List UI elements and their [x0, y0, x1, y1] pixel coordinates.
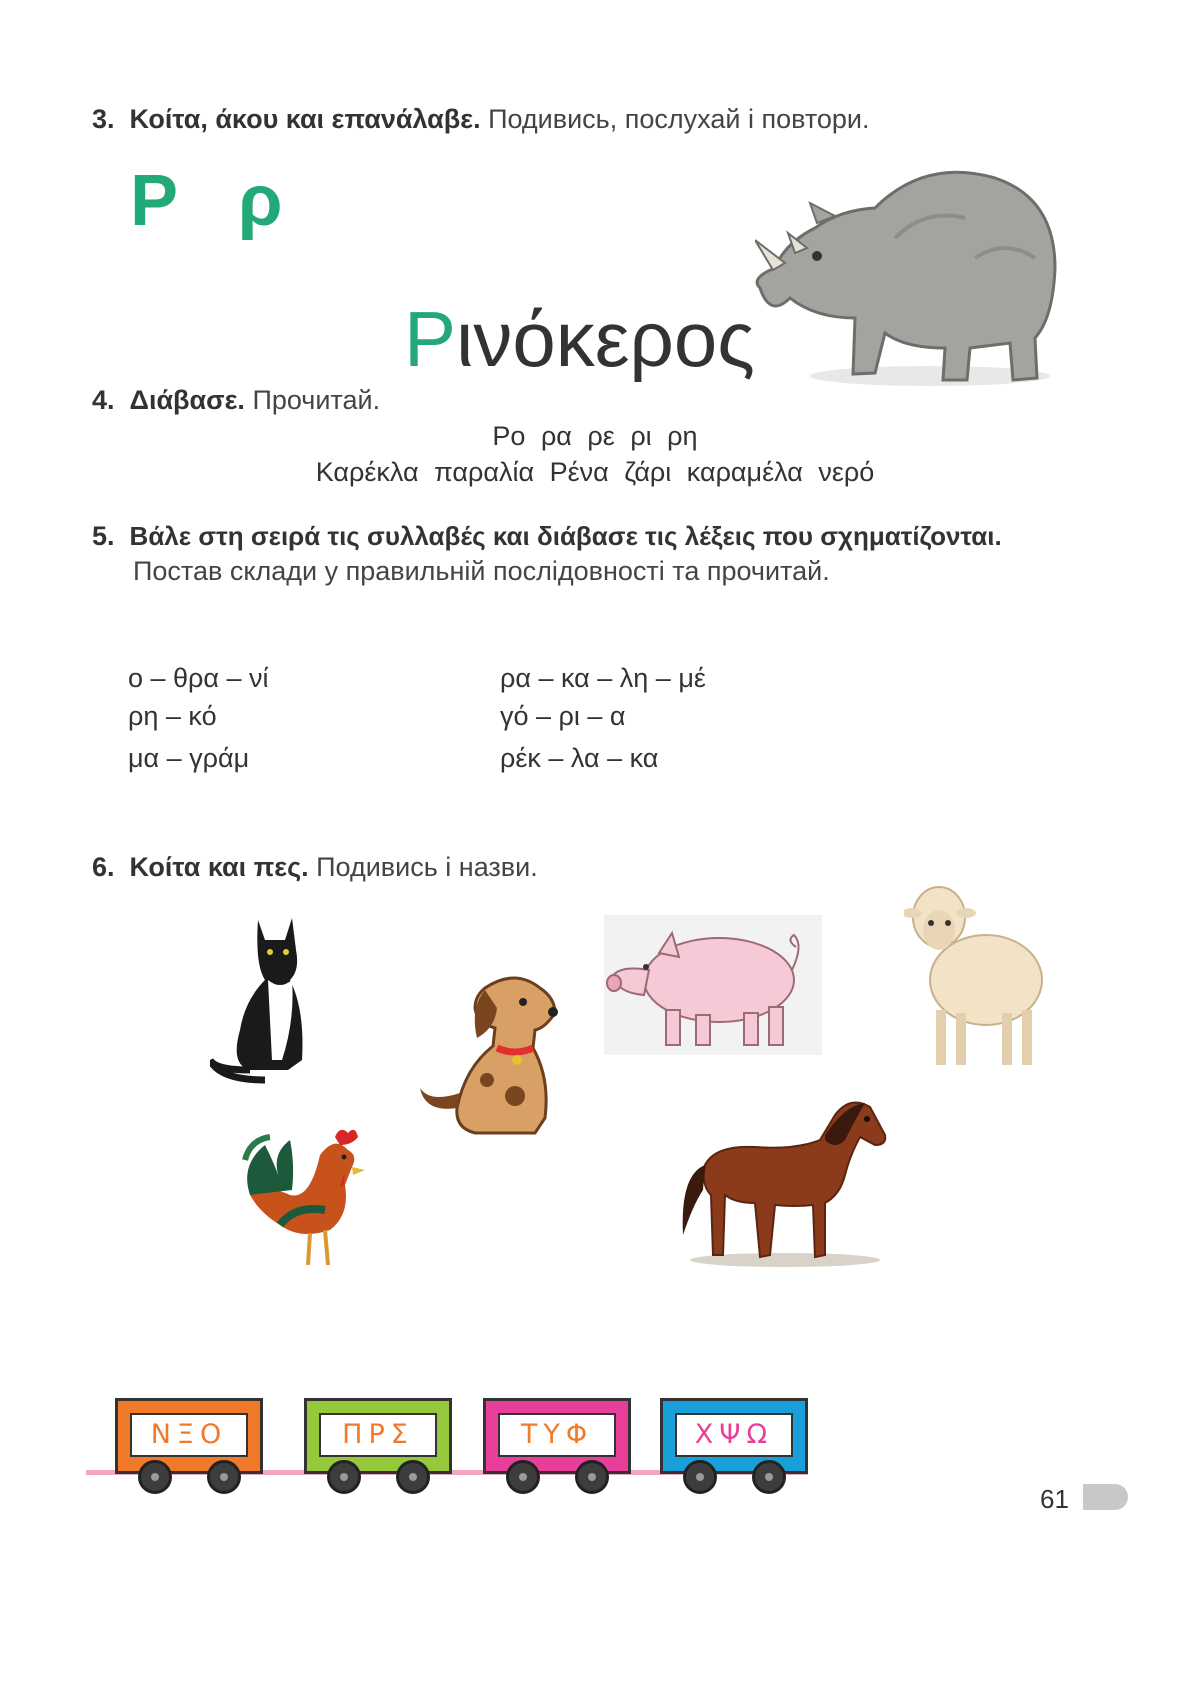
exercise-number: 5.	[92, 521, 115, 551]
syllable-set: ο – θρα – νί	[128, 663, 269, 693]
instruction-greek: Διάβασε.	[129, 385, 245, 415]
syllable-set: γό – ρι – α	[500, 701, 626, 731]
wheel	[327, 1460, 361, 1494]
horse-image	[675, 1095, 890, 1270]
wagon-letters: ΤΥΦ	[498, 1413, 616, 1457]
page-number: 61	[1040, 1484, 1069, 1514]
wagon-letters: ΧΨΩ	[675, 1413, 793, 1457]
exercise-6-heading	[92, 852, 538, 883]
dog-image	[415, 968, 575, 1143]
train-wagon-3	[483, 1398, 631, 1474]
word-first-letter: Ρ	[404, 295, 457, 383]
syllable-set: ρη – κό	[128, 701, 217, 731]
wagon-letters: ΝΞΟ	[130, 1413, 248, 1457]
letter-rho: Ρ ρ	[130, 161, 303, 241]
wheel	[752, 1460, 786, 1494]
rooster-image	[240, 1125, 375, 1270]
exercise-3-heading	[92, 104, 870, 135]
instruction-greek: Κοίτα και πες.	[129, 852, 309, 882]
train-wagon-4	[660, 1398, 808, 1474]
instruction-greek: Κοίτα, άκου και επανάλαβε.	[129, 104, 481, 134]
rhinoceros-image	[755, 148, 1065, 398]
syllables-line: Ρο ρα ρε ρι ρη	[492, 421, 698, 451]
train-wagon-1	[115, 1398, 263, 1474]
wheel	[575, 1460, 609, 1494]
instruction-ukrainian: Прочитай.	[252, 385, 381, 415]
word-rest: ινόκερος	[456, 295, 755, 383]
syllable-set: ρέκ – λα – κα	[500, 743, 659, 773]
word-rhinoceros	[404, 294, 755, 385]
exercise-number: 4.	[92, 385, 115, 415]
exercise-4-heading	[92, 385, 380, 416]
cat-image	[210, 910, 330, 1085]
wagon-letters: ΠΡΣ	[319, 1413, 437, 1457]
page-tab-marker	[1083, 1484, 1128, 1510]
exercise-number: 3.	[92, 104, 115, 134]
exercise-5-heading	[92, 521, 1002, 552]
instruction-greek: Βάλε στη σειρά τις συλλαβές και διάβασε τις λέξεις που σχηματίζονται.	[129, 521, 1002, 551]
instruction-ukrainian: Подивись, послухай і повтори.	[488, 104, 870, 134]
instruction-ukrainian: Подивись і назви.	[316, 852, 538, 882]
wheel	[138, 1460, 172, 1494]
train-wagon-2	[304, 1398, 452, 1474]
wheel	[207, 1460, 241, 1494]
syllable-set: ρα – κα – λη – μέ	[500, 663, 706, 693]
wheel	[396, 1460, 430, 1494]
wheel	[506, 1460, 540, 1494]
exercise-number: 6.	[92, 852, 115, 882]
pig-image	[604, 915, 822, 1055]
wheel	[683, 1460, 717, 1494]
sheep-image	[904, 885, 1044, 1070]
syllable-set: μα – γράμ	[128, 743, 250, 773]
instruction-ukrainian: Постав склади у правильній послідовності та прочитай.	[133, 556, 830, 586]
words-line: Καρέκλα παραλία Ρένα ζάρι καραμέλα νερό	[315, 457, 875, 487]
